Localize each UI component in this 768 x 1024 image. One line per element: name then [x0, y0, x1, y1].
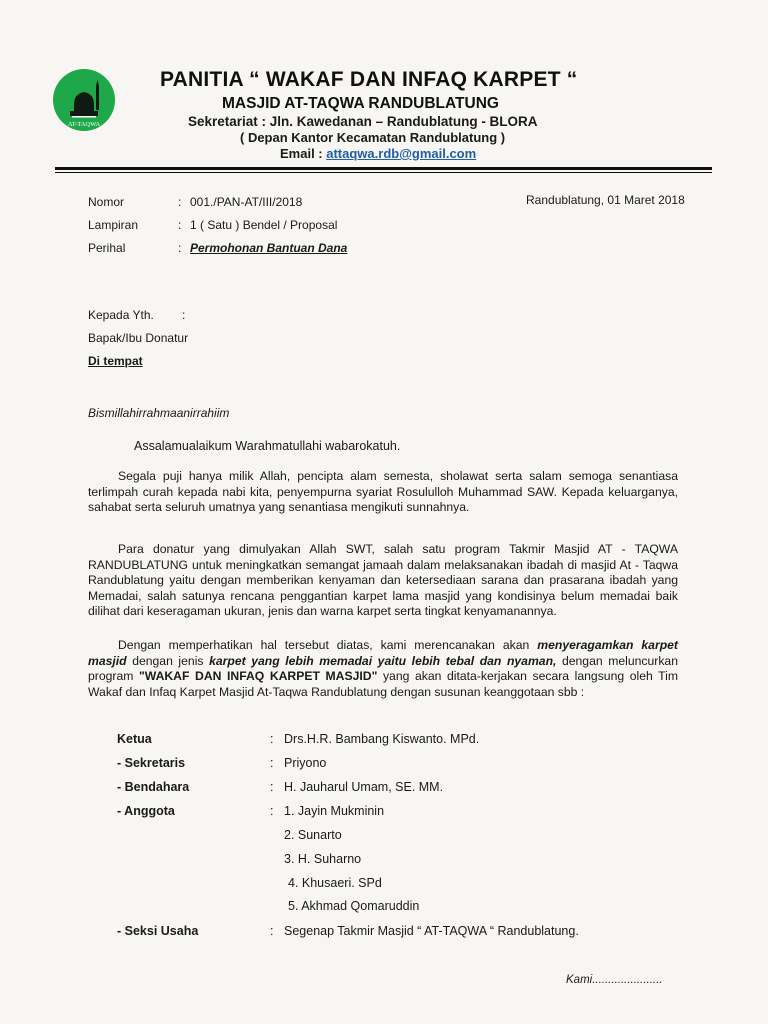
letterhead-secretariat: Sekretariat : Jln. Kawedanan – Randublatung - BLORA: [188, 114, 538, 129]
ketua-label: Ketua: [117, 732, 152, 746]
lampiran-value: 1 ( Satu ) Bendel / Proposal: [190, 218, 338, 232]
p3-emphasis-1: menyeragamkan karpet masjid: [88, 638, 678, 668]
salam: Assalamualaikum Warahmatullahi wabarokatuh.: [134, 439, 401, 453]
bendahara-value: H. Jauharul Umam, SE. MM.: [284, 780, 444, 794]
sekretaris-colon: :: [270, 756, 274, 770]
sekretaris-label: - Sekretaris: [117, 756, 186, 770]
nomor-colon: :: [178, 195, 182, 209]
basmalah: Bismillahirrahmaanirrahiim: [88, 406, 230, 420]
recipient-line3: Di tempat: [88, 354, 143, 368]
p3-text-c: dengan jenis: [126, 653, 210, 668]
footer-kami: Kami......................: [566, 974, 663, 986]
mosque-logo-icon: [52, 62, 116, 142]
anggota-colon: :: [270, 804, 274, 818]
nomor-label: Nomor: [88, 195, 125, 209]
recipient-colon: :: [182, 308, 186, 322]
ketua-colon: :: [270, 732, 274, 746]
bendahara-label: - Bendahara: [117, 780, 190, 794]
email-label: Email :: [280, 146, 323, 161]
seksi-usaha-value: Segenap Takmir Masjid “ AT-TAQWA “ Randublatung.: [284, 924, 579, 938]
logo-text: AT-TAQWA: [67, 121, 101, 128]
seksi-usaha-colon: :: [270, 924, 274, 938]
perihal-label: Perihal: [88, 241, 126, 255]
paragraph-1: Segala puji hanya milik Allah, pencipta alam semesta, sholawat serta salam semoga senantiasa terlimpah curah kepada nabi kita, penyempurna syariat Rosululloh Muhammad SAW. Kepada keluarganya, sahabat serta seluruh umatnya yang senantiasa mengikuti sunnahnya.: [88, 469, 678, 514]
p3-text-g: yang akan ditata-kerjakan secara langsung oleh Tim Wakaf dan Infaq Karpet Masjid At-Taqwa Randublatung dengan susunan keanggotaan sbb :: [88, 669, 678, 699]
letterhead-location: ( Depan Kantor Kecamatan Randublatung ): [240, 130, 506, 145]
email-link[interactable]: attaqwa.rdb@gmail.com: [326, 146, 477, 161]
anggota-member: 1. Jayin Mukminin: [284, 804, 385, 818]
anggota-label: - Anggota: [117, 804, 175, 818]
p3-program-name: "WAKAF DAN INFAQ KARPET MASJID": [138, 669, 378, 683]
letterhead-email: [280, 146, 476, 161]
anggota-member: 4. Khusaeri. SPd: [288, 876, 382, 890]
letter-date: Randublatung, 01 Maret 2018: [526, 193, 685, 207]
perihal-value: Permohonan Bantuan Dana: [190, 241, 348, 255]
nomor-value: 001./PAN-AT/III/2018: [190, 195, 303, 209]
sekretaris-value: Priyono: [284, 756, 327, 770]
recipient-line2: Bapak/Ibu Donatur: [88, 331, 189, 345]
p3-emphasis-2: karpet yang lebih memadai yaitu lebih tebal dan nyaman,: [209, 653, 557, 668]
letterhead-mosque: MASJID AT-TAQWA RANDUBLATUNG: [222, 95, 499, 112]
seksi-usaha-label: - Seksi Usaha: [117, 924, 199, 938]
p3-text-e: dengan meluncurkan program: [88, 653, 678, 683]
anggota-member: 2. Sunarto: [284, 828, 342, 842]
lampiran-label: Lampiran: [88, 218, 139, 232]
anggota-member: 3. H. Suharno: [284, 852, 362, 866]
lampiran-colon: :: [178, 218, 182, 232]
bendahara-colon: :: [270, 780, 274, 794]
p3-text-a: Dengan memperhatikan hal tersebut diatas, kami merencanakan akan: [118, 638, 538, 652]
anggota-member: 5. Akhmad Qomaruddin: [288, 899, 420, 913]
ketua-value: Drs.H.R. Bambang Kiswanto. MPd.: [284, 732, 480, 746]
paragraph-3: [88, 638, 678, 700]
header-divider-thin: [55, 172, 712, 173]
letterhead-title: PANITIA “ WAKAF DAN INFAQ KARPET “: [160, 68, 578, 91]
perihal-colon: :: [178, 241, 182, 255]
header-divider: [55, 167, 712, 170]
paragraph-2: Para donatur yang dimulyakan Allah SWT, salah satu program Takmir Masjid AT - TAQWA RANDUBLATUNG untuk meningkatkan semangat jamaah dalam melaksanakan ibadah di masjid At - Taqwa Randublatung yaitu dengan memberikan kenyaman dan ketersediaan sarana dan prasarana ibadah yang Memadai, salah satunya rencana penggantian karpet lama masjid yang kondisinya belum memadai baik dilihat dari keseragaman ukuran, jenis dan warna karpet serta tingkat kenyamanannya.: [88, 542, 678, 618]
recipient-line1: Kepada Yth.: [88, 308, 154, 322]
